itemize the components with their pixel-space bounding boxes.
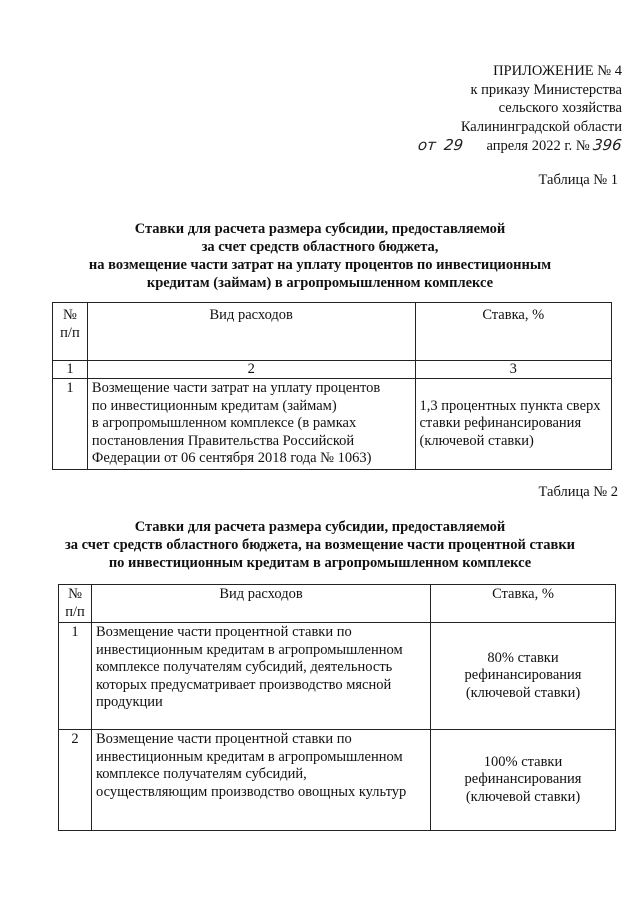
table1: [52, 302, 612, 470]
order-reference-line-3: Калининградской области: [460, 118, 622, 135]
rate-line: (ключевой ставки): [465, 684, 581, 701]
expense-type: [92, 730, 431, 831]
expense-line: которых предусматривает производство мясной: [96, 676, 392, 693]
expense-line: по инвестиционным кредитам (займам): [91, 397, 337, 414]
order-date-text: апреля 2022 г. №: [486, 138, 590, 154]
expense-line: постановления Правительства Российской: [91, 432, 355, 449]
order-reference-line-1: к приказу Министерства: [470, 81, 622, 98]
table-row: [59, 623, 616, 730]
table1-title-line: на возмещение части затрат на уплату процентов по инвестиционным: [88, 257, 552, 273]
rate-line: 1,3 процентных пункта сверх: [419, 397, 601, 414]
table2: [58, 584, 616, 831]
table1-title-line: Ставки для расчета размера субсидии, предоставляемой: [134, 221, 506, 237]
expense-line: в агропромышленном комплексе (в рамках: [91, 415, 357, 431]
table2-header-row: [59, 585, 616, 623]
expense-line: осуществляющим производство овощных культур: [96, 783, 407, 800]
table2-header-expense: Вид расходов: [92, 585, 431, 623]
expense-line: комплексе получателям субсидий, деятельность: [96, 659, 393, 675]
table1-title-line: кредитам (займам) в агропромышленном комплексе: [146, 275, 494, 291]
expense-type: [87, 379, 415, 470]
row-number: 1: [53, 379, 88, 470]
expense-type: [92, 623, 431, 730]
table1-header-expense: Вид расходов: [87, 303, 415, 361]
rate-line: 80% ставки: [487, 649, 559, 666]
expense-line: Возмещение части затрат на уплату процентов: [91, 380, 381, 396]
order-reference-line-2: сельского хозяйства: [498, 100, 622, 116]
table2-title-line: за счет средств областного бюджета, на возмещение части процентной ставки: [64, 537, 576, 553]
table1-title: [40, 220, 600, 292]
table2-label: Таблица № 2: [538, 484, 618, 500]
expense-line: инвестиционным кредитам в агропромышленном: [96, 641, 403, 658]
rate-line: 100% ставки: [483, 753, 563, 770]
table2-title-line: Ставки для расчета размера субсидии, предоставляемой: [134, 519, 506, 535]
expense-line: Возмещение части процентной ставки по: [96, 624, 352, 640]
table-row: [53, 379, 612, 470]
table1-label: Таблица № 1: [538, 172, 618, 188]
table2-title-line: по инвестиционным кредитам в агропромышленном комплексе: [108, 555, 532, 571]
handwritten-day: 29: [442, 136, 464, 154]
table-row: [59, 730, 616, 831]
table1-header-rate: Ставка, %: [415, 303, 612, 361]
table1-column-number: 1: [53, 361, 88, 379]
expense-line: Возмещение части процентной ставки по: [96, 731, 352, 747]
rate-line: ставки рефинансирования: [419, 415, 582, 431]
row-number: 1: [59, 623, 92, 730]
order-date-line: [400, 136, 622, 156]
rate-value: [431, 623, 616, 730]
expense-line: продукции: [96, 694, 163, 710]
handwritten-order-number: 396: [592, 136, 623, 154]
table1-header-row: [53, 303, 612, 361]
rate-value: [431, 730, 616, 831]
handwritten-date-prefix: от: [417, 136, 438, 154]
table1-column-number: 2: [87, 361, 415, 379]
table1-column-number-row: [53, 361, 612, 379]
expense-line: комплексе получателям субсидий,: [96, 766, 307, 782]
appendix-title: ПРИЛОЖЕНИЕ № 4: [493, 63, 622, 79]
expense-line: инвестиционным кредитам в агропромышленном: [96, 748, 403, 765]
rate-line: (ключевой ставки): [465, 788, 581, 805]
table1-title-line: за счет средств областного бюджета,: [201, 239, 439, 255]
table1-column-number: 3: [415, 361, 612, 379]
appendix-header: [400, 62, 622, 156]
rate-line: (ключевой ставки): [419, 432, 534, 449]
rate-line: рефинансирования: [464, 667, 582, 684]
rate-line: рефинансирования: [464, 771, 582, 788]
expense-line: Федерации от 06 сентября 2018 года № 1063): [91, 450, 372, 466]
rate-value: [415, 379, 612, 470]
table2-header-rate: Ставка, %: [431, 585, 616, 623]
row-number: 2: [59, 730, 92, 831]
table1-header-number: № п/п: [53, 303, 88, 361]
table2-header-number: № п/п: [59, 585, 92, 623]
table2-title: [40, 518, 600, 572]
